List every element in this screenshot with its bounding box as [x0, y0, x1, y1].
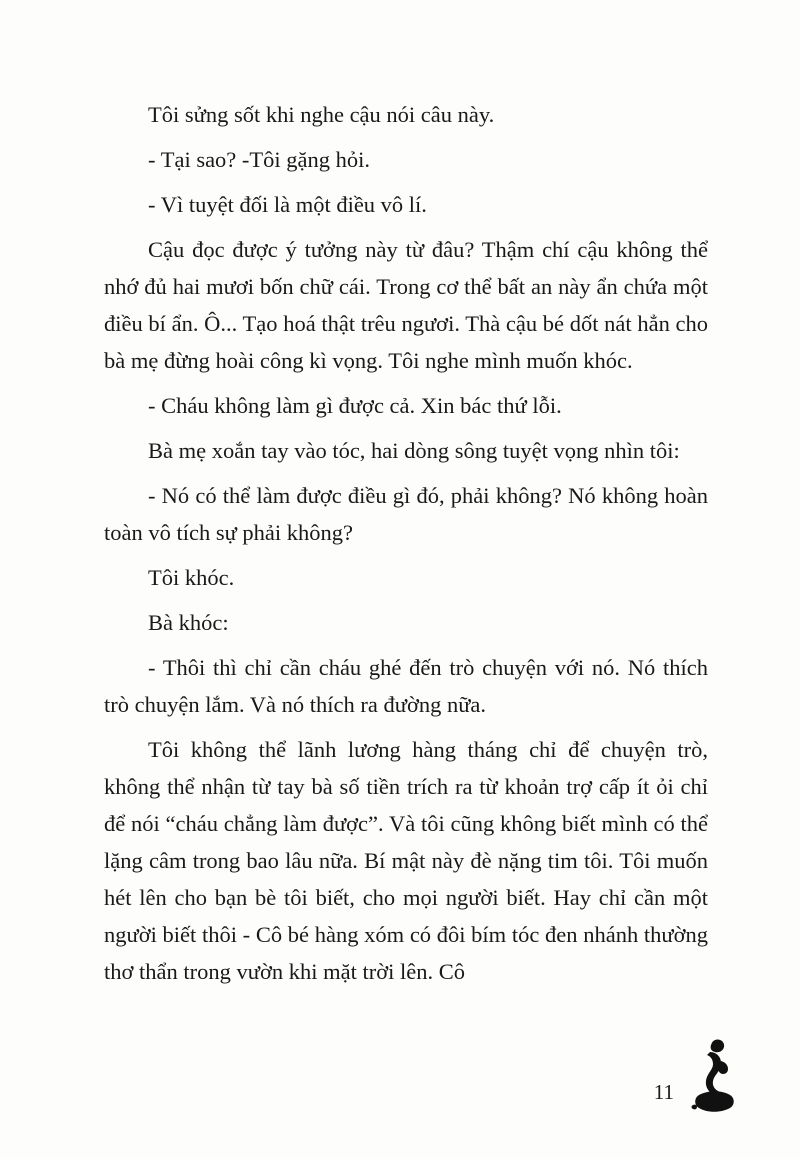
paragraph: - Nó có thể làm được điều gì đó, phải không? Nó không hoàn toàn vô tích sự phải không? [104, 483, 708, 545]
paragraph: Cậu đọc được ý tưởng này từ đâu? Thậm chí cậu không thể nhớ đủ hai mươi bốn chữ cái. Trong cơ thể bất an này ẩn chứa một điều bí ẩn. Ô... Tạo hoá thật trêu ngươi. Thà cậu bé dốt nát hẳn cho bà mẹ đừng hoài công kì vọng. Tôi nghe mình muốn khóc. [104, 237, 708, 373]
paragraph: Tôi sửng sốt khi nghe cậu nói câu này. [148, 102, 495, 127]
page-footer [654, 1039, 738, 1117]
paragraph: Tôi không thể lãnh lương hàng tháng chỉ để chuyện trò, không thể nhận từ tay bà số tiền trích ra từ khoản trợ cấp ít ỏi chỉ để nói “cháu chẳng làm được”. Và tôi cũng không biết mình có thể lặng câm trong bao lâu nữa. Bí mật này đè nặng tim tôi. Tôi muốn hét lên cho bạn bè tôi biết, cho mọi người biết. Hay chỉ cần một người biết thôi - Cô bé hàng xóm có đôi bím tóc đen nhánh thường thơ thẩn trong vườn khi mặt trời lên. Cô [104, 737, 708, 984]
page-number: 11 [653, 1080, 674, 1104]
page-text [104, 96, 708, 990]
paragraph: Bà khóc: [148, 610, 229, 635]
paragraph: - Vì tuyệt đối là một điều vô lí. [148, 192, 427, 217]
paragraph: Bà mẹ xoắn tay vào tóc, hai dòng sông tuyệt vọng nhìn tôi: [148, 438, 680, 463]
ink-figure-ornament-icon [690, 1039, 738, 1117]
paragraph: Tôi khóc. [148, 565, 235, 590]
paragraph: - Tại sao? -Tôi gặng hỏi. [148, 147, 371, 172]
paragraph: - Thôi thì chỉ cần cháu ghé đến trò chuyện với nó. Nó thích trò chuyện lắm. Và nó thích ra đường nữa. [104, 655, 708, 717]
paragraph: - Cháu không làm gì được cả. Xin bác thứ lỗi. [148, 393, 562, 418]
